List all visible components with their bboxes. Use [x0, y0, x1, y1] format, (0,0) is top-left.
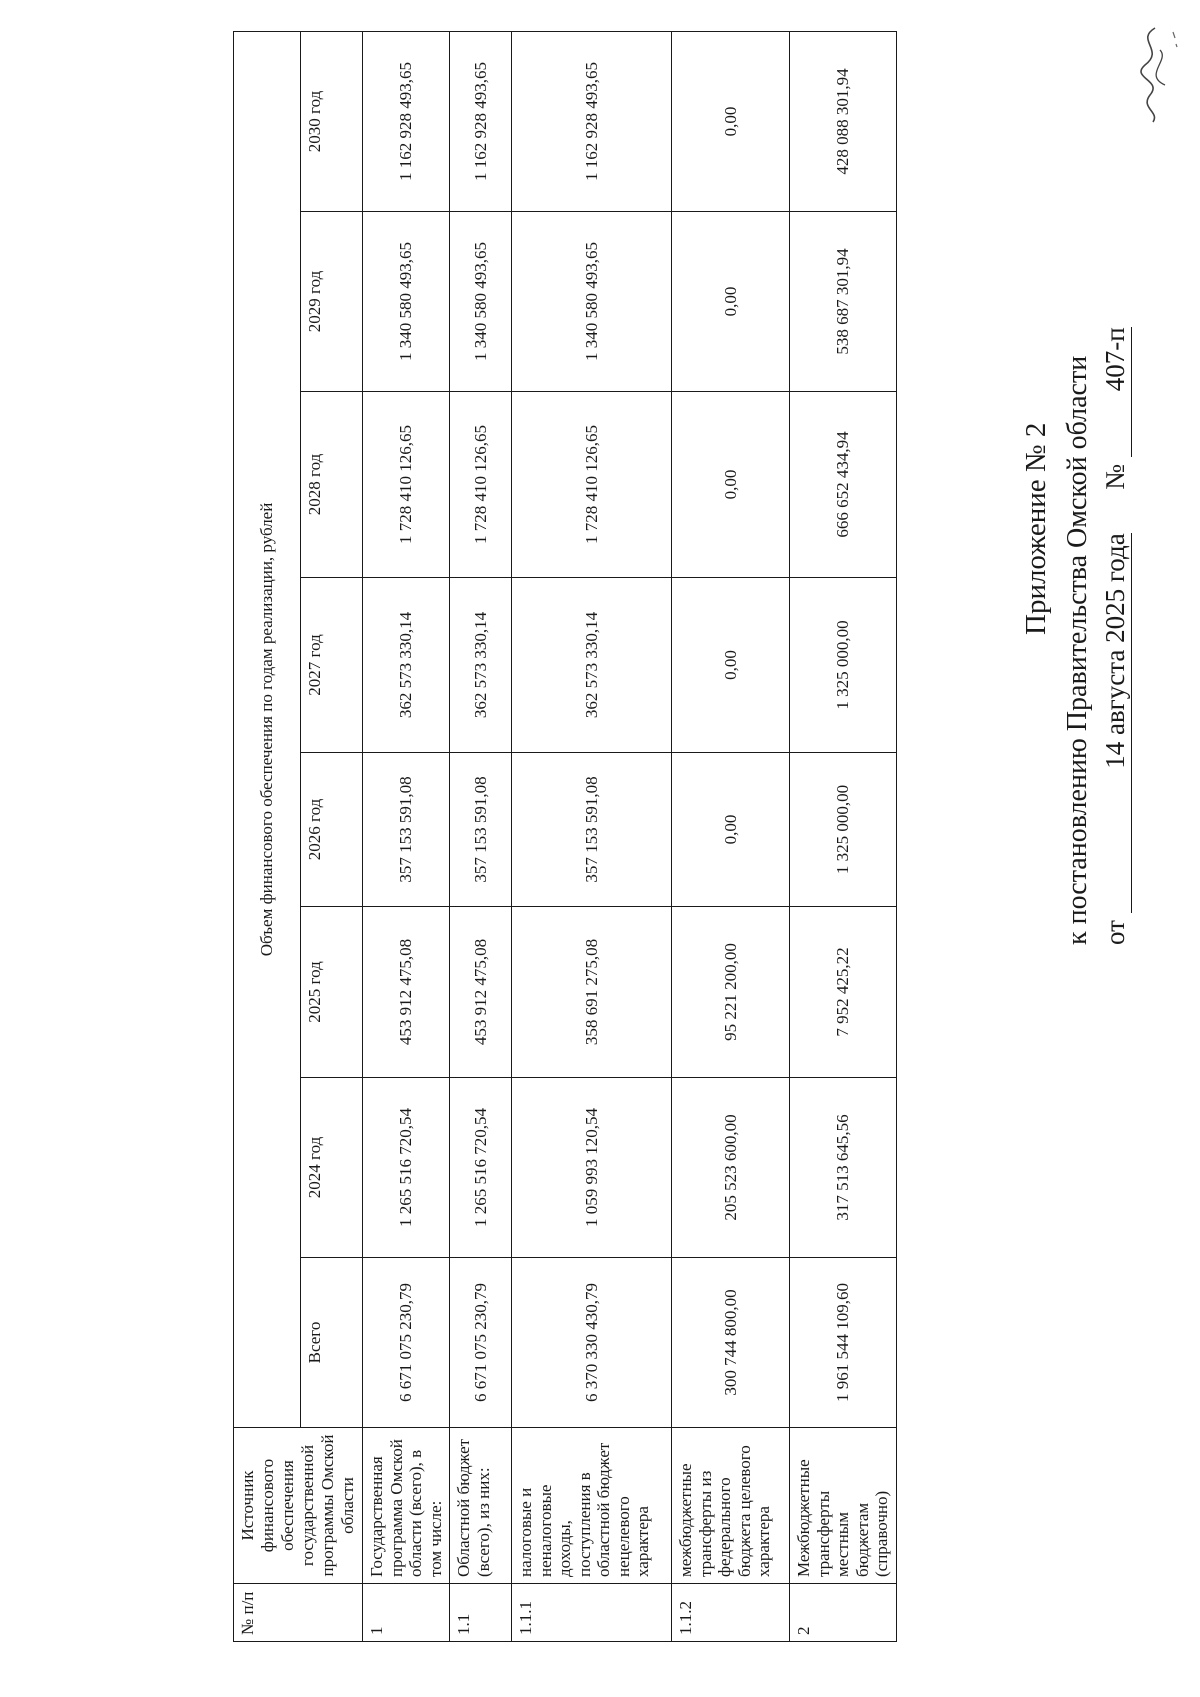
value-2024: 205 523 600,00	[672, 1078, 790, 1258]
row-number: 1.1.1	[512, 1584, 672, 1642]
value-total: 300 744 800,00	[672, 1258, 790, 1428]
value-total: 6 370 330 430,79	[512, 1258, 672, 1428]
col-source-header: Источник финансового обеспечения государственной программы Омской области	[234, 1428, 363, 1584]
table-row	[790, 31, 897, 1641]
table-row	[512, 31, 672, 1641]
value-2027: 0,00	[672, 578, 790, 753]
value-2029: 0,00	[672, 212, 790, 392]
value-2028: 1 728 410 126,65	[450, 392, 512, 578]
value-2024: 317 513 645,56	[790, 1078, 897, 1258]
signature-mark	[1115, 20, 1185, 130]
row-number: 1.1.2	[672, 1584, 790, 1642]
value-2028: 666 652 434,94	[790, 392, 897, 578]
from-label: от	[1100, 920, 1130, 945]
group-header: Объем финансового обеспечения по годам реализации, рублей	[234, 31, 301, 1427]
value-2024: 1 059 993 120,54	[512, 1078, 672, 1258]
value-2029: 538 687 301,94	[790, 212, 897, 392]
date-value: 14 августа 2025 года	[1100, 533, 1132, 913]
value-2030: 1 162 928 493,65	[363, 31, 450, 211]
value-2030: 1 162 928 493,65	[450, 31, 512, 211]
subheader-2027: 2027 год	[300, 578, 362, 753]
value-2027: 362 573 330,14	[363, 578, 450, 753]
value-2026: 357 153 591,08	[512, 753, 672, 907]
value-2029: 1 340 580 493,65	[450, 212, 512, 392]
appendix-date-line	[1100, 327, 1132, 945]
number-label: №	[1100, 464, 1130, 490]
value-2026: 357 153 591,08	[450, 753, 512, 907]
value-2030: 1 162 928 493,65	[512, 31, 672, 211]
value-2027: 1 325 000,00	[790, 578, 897, 753]
subheader-2030: 2030 год	[300, 31, 362, 211]
value-total: 6 671 075 230,79	[450, 1258, 512, 1428]
value-2029: 1 340 580 493,65	[363, 212, 450, 392]
row-source: налоговые и неналоговые доходы, поступления в областной бюджет нецелевого характера	[512, 1428, 672, 1584]
subheader-2025: 2025 год	[300, 907, 362, 1078]
value-2025: 453 912 475,08	[363, 907, 450, 1078]
value-2026: 0,00	[672, 753, 790, 907]
value-2026: 357 153 591,08	[363, 753, 450, 907]
value-2030: 428 088 301,94	[790, 31, 897, 211]
subheader-2026: 2026 год	[300, 753, 362, 907]
appendix-header	[870, 35, 1130, 975]
value-total: 6 671 075 230,79	[363, 1258, 450, 1428]
subheader-2024: 2024 год	[300, 1078, 362, 1258]
value-2026: 1 325 000,00	[790, 753, 897, 907]
value-2028: 0,00	[672, 392, 790, 578]
appendix-subtitle: к постановлению Правительства Омской области	[1062, 355, 1093, 945]
col-no-header: № п/п	[234, 1584, 363, 1642]
subheader-row	[300, 31, 362, 1641]
value-2028: 1 728 410 126,65	[512, 392, 672, 578]
value-2025: 358 691 275,08	[512, 907, 672, 1078]
row-number: 1	[363, 1584, 450, 1642]
table-row	[363, 31, 450, 1641]
value-2027: 362 573 330,14	[512, 578, 672, 753]
number-value: 407-п	[1100, 327, 1132, 457]
row-source: Государственная программа Омской области (всего), в том числе:	[363, 1428, 450, 1584]
row-number: 2	[790, 1584, 897, 1642]
value-2024: 1 265 516 720,54	[450, 1078, 512, 1258]
subheader-2028: 2028 год	[300, 392, 362, 578]
value-2029: 1 340 580 493,65	[512, 212, 672, 392]
subheader-2029: 2029 год	[300, 212, 362, 392]
financing-table-wrapper	[233, 31, 897, 1642]
row-source: Межбюджетные трансферты местным бюджетам (справочно)	[790, 1428, 897, 1584]
value-2025: 453 912 475,08	[450, 907, 512, 1078]
value-total: 1 961 544 109,60	[790, 1258, 897, 1428]
table-row	[450, 31, 512, 1641]
value-2025: 7 952 425,22	[790, 907, 897, 1078]
value-2024: 1 265 516 720,54	[363, 1078, 450, 1258]
value-2027: 362 573 330,14	[450, 578, 512, 753]
appendix-title: Приложение № 2	[1020, 422, 1052, 635]
table-row	[672, 31, 790, 1641]
value-2028: 1 728 410 126,65	[363, 392, 450, 578]
row-number: 1.1	[450, 1584, 512, 1642]
value-2025: 95 221 200,00	[672, 907, 790, 1078]
financing-table	[233, 31, 897, 1642]
header-row	[234, 31, 301, 1641]
subheader-total: Всего	[300, 1258, 362, 1428]
row-source: межбюджетные трансферты из федерального бюджета целевого характера	[672, 1428, 790, 1584]
row-source: Областной бюджет (всего), из них:	[450, 1428, 512, 1584]
value-2030: 0,00	[672, 31, 790, 211]
